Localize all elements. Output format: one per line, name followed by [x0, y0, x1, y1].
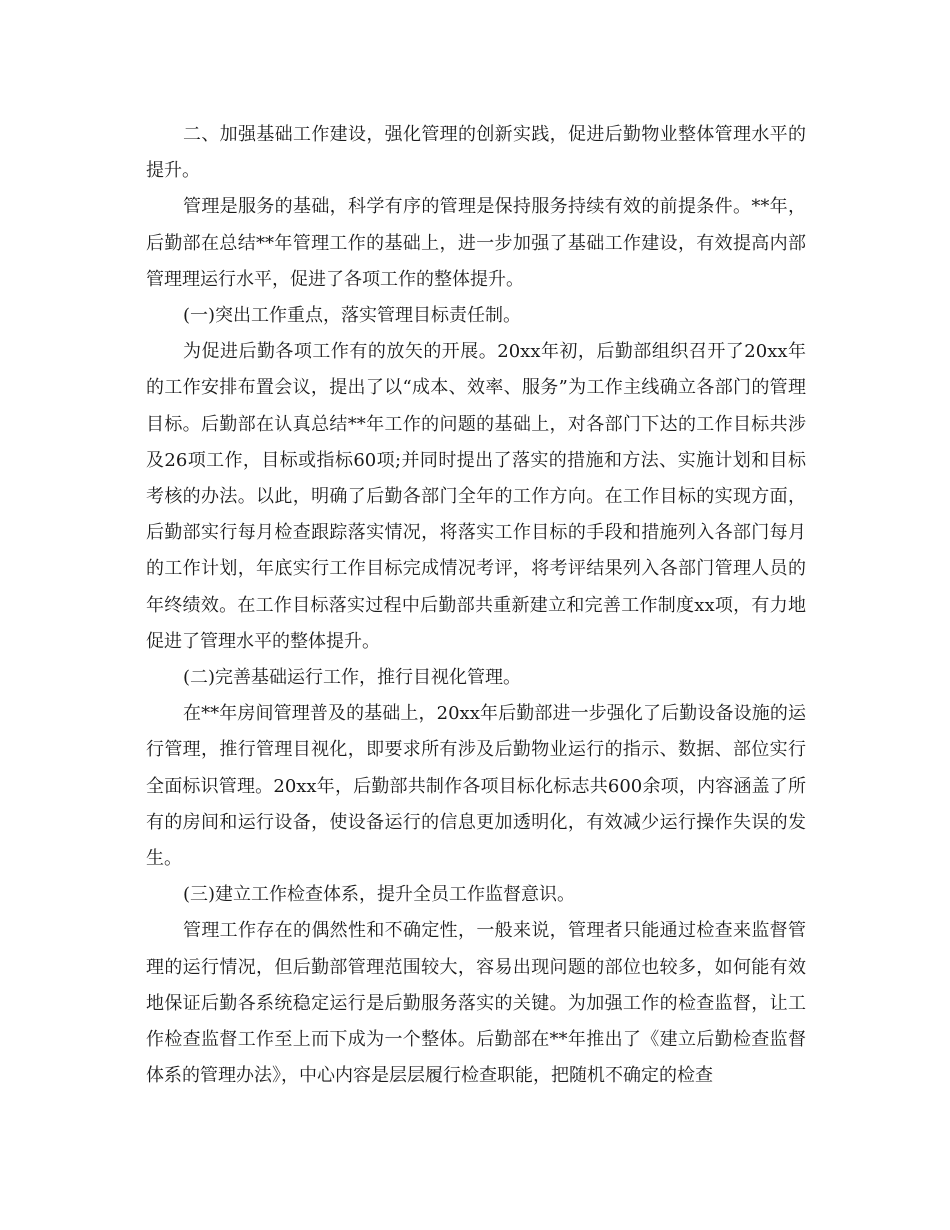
body-paragraph: 管理是服务的基础，科学有序的管理是保持服务持续有效的前提条件。**年，后勤部在总结**年管理工作的基础上，进一步加强了基础工作建设，有效提高内部管理理运行水平，促进了各项工作的整体提升。 — [146, 196, 806, 290]
section-heading: 二、加强基础工作建设，强化管理的创新实践，促进后勤物业整体管理水平的提升。 — [146, 124, 806, 182]
subsection-heading: (二)完善基础运行工作，推行目视化管理。 — [183, 667, 522, 689]
subsection-heading: (一)突出工作重点，落实管理目标责任制。 — [183, 305, 522, 327]
body-paragraph: 在**年房间管理普及的基础上，20xx年后勤部进一步强化了后勤设备设施的运行管理，推行管理目视化，即要求所有涉及后勤物业运行的指示、数据、部位实行全面标识管理。20xx年，后勤部共制作各项目标化标志共600余项，内容涵盖了所有的房间和运行设备，使设备运行的信息更加透明化，有效减少运行操作失误的发生。 — [146, 703, 806, 870]
body-paragraph: 管理工作存在的偶然性和不确定性，一般来说，管理者只能通过检查来监督管理的运行情况，但后勤部管理范围较大，容易出现问题的部位也较多，如何能有效地保证后勤各系统稳定运行是后勤服务落实的关键。为加强工作的检查监督，让工作检查监督工作至上而下成为一个整体。后勤部在**年推出了《建立后勤检查监督体系的管理办法》，中心内容是层层履行检查职能，把随机不确定的检查 — [146, 920, 806, 1087]
subsection-heading: (三)建立工作检查体系，提升全员工作监督意识。 — [183, 884, 576, 906]
body-paragraph: 为促进后勤各项工作有的放矢的开展。20xx年初，后勤部组织召开了20xx年的工作安排布置会议，提出了以“成本、效率、服务”为工作主线确立各部门的管理目标。后勤部在认真总结**年工作的问题的基础上，对各部门下达的工作目标共涉及26项工作，目标或指标60项;并同时提出了落实的措施和方法、实施计划和目标考核的办法。以此，明确了后勤各部门全年的工作方向。在工作目标的实现方面，后勤部实行每月检查跟踪落实情况，将落实工作目标的手段和措施列入各部门每月的工作计划，年底实行工作目标完成情况考评，将考评结果列入各部门管理人员的年终绩效。在工作目标落实过程中后勤部共重新建立和完善工作制度xx项，有力地促进了管理水平的整体提升。 — [146, 341, 806, 652]
document-body — [146, 117, 806, 1094]
